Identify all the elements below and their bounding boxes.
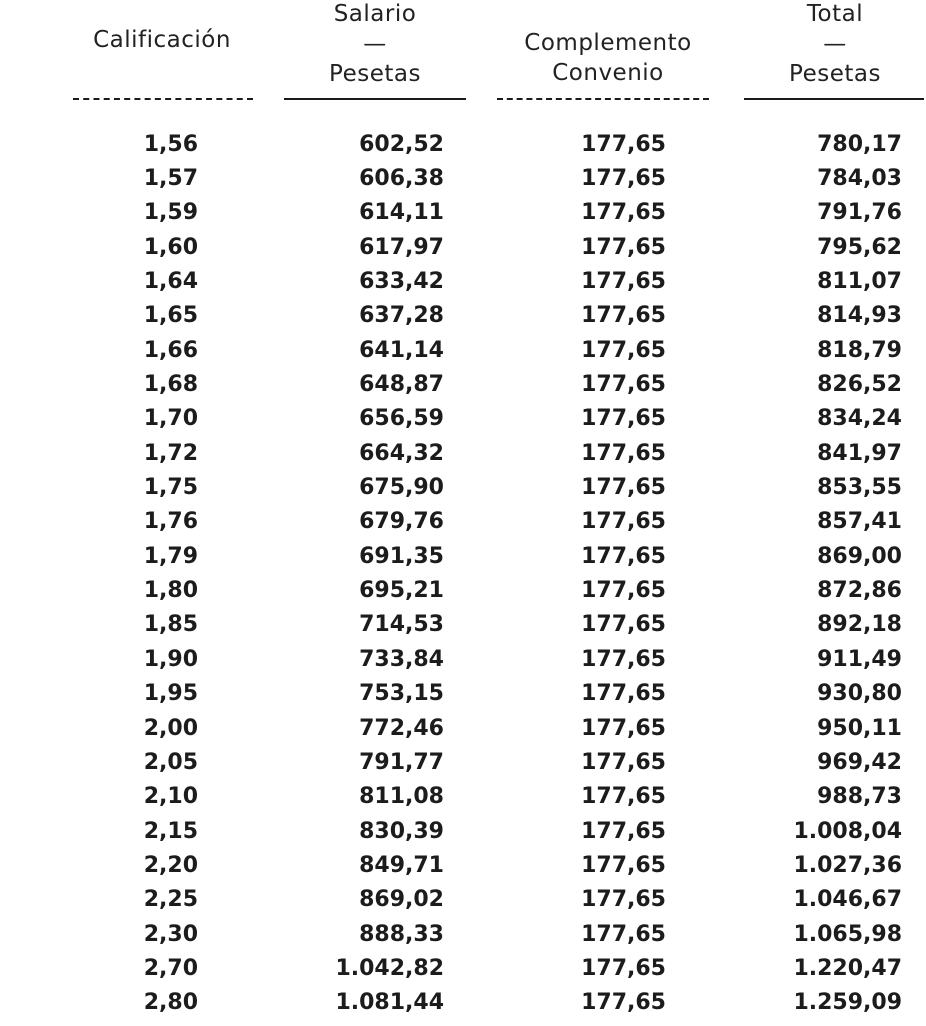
cell-salario: 602,52	[359, 131, 444, 157]
table-row	[0, 196, 926, 230]
cell-calificacion: 1,56	[143, 131, 198, 157]
cell-calificacion: 1,95	[143, 681, 198, 707]
table-row	[0, 745, 926, 779]
header-rule-calificacion	[73, 98, 253, 100]
cell-padding	[902, 848, 926, 882]
table-row	[0, 470, 926, 504]
cell-complemento: 177,65	[581, 475, 666, 501]
cell-padding	[902, 642, 926, 676]
table-row	[0, 951, 926, 985]
cell-calificacion: 1,80	[143, 578, 198, 604]
cell-calificacion: 2,70	[143, 955, 198, 981]
cell-salario: 1.042,82	[335, 955, 444, 981]
cell-complemento: 177,65	[581, 509, 666, 535]
cell-complemento: 177,65	[581, 166, 666, 192]
salary-data-table	[0, 127, 926, 1020]
cell-complemento: 177,65	[581, 200, 666, 226]
cell-salario: 811,08	[359, 784, 444, 810]
cell-calificacion: 1,65	[143, 303, 198, 329]
table-row	[0, 333, 926, 367]
table-row	[0, 917, 926, 951]
cell-padding	[902, 264, 926, 298]
cell-padding	[902, 951, 926, 985]
cell-calificacion: 2,05	[143, 749, 198, 775]
cell-total: 869,00	[817, 543, 902, 569]
cell-calificacion: 1,76	[143, 509, 198, 535]
table-row	[0, 986, 926, 1020]
header-total-line-1: Total	[806, 1, 864, 27]
cell-complemento: 177,65	[581, 440, 666, 466]
header-salario-line-1: Salario	[333, 1, 417, 27]
cell-total: 1.027,36	[793, 852, 902, 878]
header-rule-total	[744, 98, 924, 100]
cell-complemento: 177,65	[581, 131, 666, 157]
cell-padding	[902, 333, 926, 367]
cell-calificacion: 1,90	[143, 646, 198, 672]
cell-salario: 849,71	[359, 852, 444, 878]
cell-salario: 675,90	[359, 475, 444, 501]
header-total-line-3: Pesetas	[789, 61, 881, 87]
cell-salario: 772,46	[359, 715, 444, 741]
table-row	[0, 711, 926, 745]
cell-padding	[902, 402, 926, 436]
cell-calificacion: 1,79	[143, 543, 198, 569]
cell-salario: 637,28	[359, 303, 444, 329]
cell-salario: 791,77	[359, 749, 444, 775]
cell-salario: 679,76	[359, 509, 444, 535]
cell-total: 872,86	[817, 578, 902, 604]
header-complemento-line-1: Complemento	[524, 30, 692, 56]
cell-padding	[902, 986, 926, 1020]
cell-padding	[902, 230, 926, 264]
cell-calificacion: 2,00	[143, 715, 198, 741]
cell-total: 1.259,09	[793, 990, 902, 1016]
cell-salario: 633,42	[359, 269, 444, 295]
cell-padding	[902, 539, 926, 573]
cell-total: 791,76	[817, 200, 902, 226]
cell-padding	[902, 677, 926, 711]
cell-padding	[902, 883, 926, 917]
cell-salario: 656,59	[359, 406, 444, 432]
cell-calificacion: 2,30	[143, 921, 198, 947]
cell-complemento: 177,65	[581, 990, 666, 1016]
cell-padding	[902, 367, 926, 401]
cell-complemento: 177,65	[581, 784, 666, 810]
cell-complemento: 177,65	[581, 337, 666, 363]
table-row	[0, 230, 926, 264]
cell-padding	[902, 573, 926, 607]
header-complemento	[508, 28, 708, 88]
cell-padding	[902, 196, 926, 230]
cell-calificacion: 1,75	[143, 475, 198, 501]
table-row	[0, 264, 926, 298]
cell-salario: 614,11	[359, 200, 444, 226]
cell-total: 834,24	[817, 406, 902, 432]
cell-complemento: 177,65	[581, 887, 666, 913]
cell-salario: 617,97	[359, 234, 444, 260]
cell-total: 950,11	[817, 715, 902, 741]
cell-salario: 830,39	[359, 818, 444, 844]
table-row	[0, 814, 926, 848]
cell-total: 1.046,67	[793, 887, 902, 913]
table-row	[0, 402, 926, 436]
cell-total: 857,41	[817, 509, 902, 535]
cell-calificacion: 1,72	[143, 440, 198, 466]
cell-calificacion: 2,80	[143, 990, 198, 1016]
cell-total: 988,73	[817, 784, 902, 810]
table-row	[0, 436, 926, 470]
header-total	[760, 0, 910, 89]
cell-complemento: 177,65	[581, 852, 666, 878]
cell-complemento: 177,65	[581, 715, 666, 741]
table-row	[0, 642, 926, 676]
cell-complemento: 177,65	[581, 646, 666, 672]
cell-complemento: 177,65	[581, 406, 666, 432]
cell-padding	[902, 745, 926, 779]
cell-total: 795,62	[817, 234, 902, 260]
cell-salario: 753,15	[359, 681, 444, 707]
cell-complemento: 177,65	[581, 818, 666, 844]
header-salario-line-3: Pesetas	[329, 61, 421, 87]
cell-total: 1.065,98	[793, 921, 902, 947]
cell-calificacion: 1,66	[143, 337, 198, 363]
cell-padding	[902, 299, 926, 333]
cell-salario: 733,84	[359, 646, 444, 672]
table-row	[0, 299, 926, 333]
cell-salario: 648,87	[359, 372, 444, 398]
cell-complemento: 177,65	[581, 372, 666, 398]
table-row	[0, 677, 926, 711]
cell-salario: 691,35	[359, 543, 444, 569]
cell-total: 814,93	[817, 303, 902, 329]
header-calificacion	[78, 25, 246, 55]
cell-salario: 1.081,44	[335, 990, 444, 1016]
cell-salario: 641,14	[359, 337, 444, 363]
cell-calificacion: 2,20	[143, 852, 198, 878]
salary-table-body	[0, 127, 926, 1020]
table-row	[0, 608, 926, 642]
table-row	[0, 780, 926, 814]
header-salario-line-2: —	[363, 31, 387, 57]
cell-padding	[902, 161, 926, 195]
cell-calificacion: 1,68	[143, 372, 198, 398]
cell-calificacion: 1,64	[143, 269, 198, 295]
cell-padding	[902, 917, 926, 951]
table-row	[0, 539, 926, 573]
header-salario	[300, 0, 450, 89]
cell-padding	[902, 711, 926, 745]
cell-total: 818,79	[817, 337, 902, 363]
cell-complemento: 177,65	[581, 269, 666, 295]
cell-padding	[902, 780, 926, 814]
cell-complemento: 177,65	[581, 303, 666, 329]
cell-calificacion: 2,15	[143, 818, 198, 844]
cell-salario: 714,53	[359, 612, 444, 638]
cell-complemento: 177,65	[581, 921, 666, 947]
cell-padding	[902, 470, 926, 504]
cell-total: 811,07	[817, 269, 902, 295]
cell-calificacion: 2,10	[143, 784, 198, 810]
table-row	[0, 573, 926, 607]
cell-total: 969,42	[817, 749, 902, 775]
cell-complemento: 177,65	[581, 955, 666, 981]
cell-total: 911,49	[817, 646, 902, 672]
cell-total: 841,97	[817, 440, 902, 466]
cell-calificacion: 1,70	[143, 406, 198, 432]
cell-total: 1.220,47	[793, 955, 902, 981]
cell-complemento: 177,65	[581, 612, 666, 638]
cell-salario: 869,02	[359, 887, 444, 913]
table-row	[0, 127, 926, 161]
cell-calificacion: 1,85	[143, 612, 198, 638]
table-row	[0, 848, 926, 882]
cell-complemento: 177,65	[581, 578, 666, 604]
cell-complemento: 177,65	[581, 749, 666, 775]
cell-complemento: 177,65	[581, 234, 666, 260]
cell-total: 780,17	[817, 131, 902, 157]
header-calificacion-line-1: Calificación	[93, 27, 231, 53]
cell-calificacion: 1,57	[143, 166, 198, 192]
header-complemento-line-2: Convenio	[552, 60, 664, 86]
cell-padding	[902, 608, 926, 642]
table-row	[0, 883, 926, 917]
cell-complemento: 177,65	[581, 543, 666, 569]
table-row	[0, 367, 926, 401]
cell-calificacion: 1,59	[143, 200, 198, 226]
cell-salario: 664,32	[359, 440, 444, 466]
cell-total: 930,80	[817, 681, 902, 707]
header-total-line-2: —	[823, 31, 847, 57]
table-row	[0, 505, 926, 539]
cell-complemento: 177,65	[581, 681, 666, 707]
cell-salario: 695,21	[359, 578, 444, 604]
header-rule-salario	[284, 98, 466, 100]
cell-total: 853,55	[817, 475, 902, 501]
cell-padding	[902, 436, 926, 470]
cell-salario: 888,33	[359, 921, 444, 947]
cell-padding	[902, 505, 926, 539]
cell-calificacion: 2,25	[143, 887, 198, 913]
header-rule-complemento	[497, 98, 709, 100]
cell-padding	[902, 127, 926, 161]
cell-total: 784,03	[817, 166, 902, 192]
table-row	[0, 161, 926, 195]
cell-calificacion: 1,60	[143, 234, 198, 260]
cell-total: 1.008,04	[793, 818, 902, 844]
cell-padding	[902, 814, 926, 848]
cell-salario: 606,38	[359, 166, 444, 192]
cell-total: 826,52	[817, 372, 902, 398]
cell-total: 892,18	[817, 612, 902, 638]
